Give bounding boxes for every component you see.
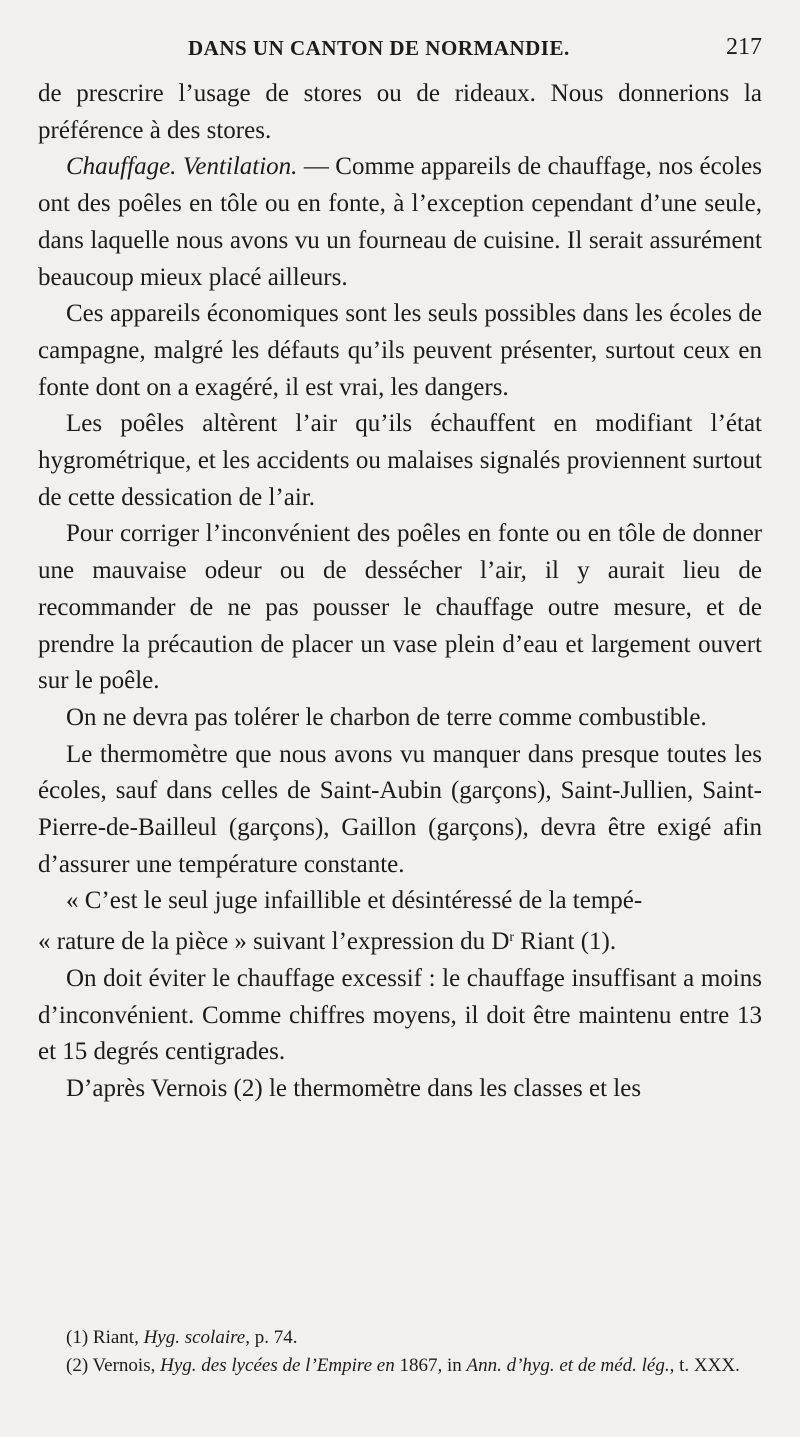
paragraph-chauffage — [38, 149, 762, 296]
footnote-text: (1) Riant, — [66, 1327, 144, 1348]
footnote-title: Ann. d’hyg. et de méd. lég. — [466, 1355, 670, 1376]
running-title: DANS UN CANTON DE NORMANDIE. — [188, 36, 570, 60]
paragraph-text: — Comme appareils de chauffage, nos écoles ont des poêles en tôle ou en fonte, à l’exception cependant d’une seule, dans laquelle nous avons vu un fourneau de cuisine. Il serait assurément beaucoup mieux placé ailleurs. — [38, 153, 762, 291]
paragraph-continuation: de prescrire l’usage de stores ou de rideaux. Nous donnerions la préférence à des stores. — [38, 80, 762, 144]
superscript: r — [509, 930, 515, 946]
page-number: 217 — [726, 34, 762, 60]
quotation-text: Riant (1). — [514, 928, 617, 956]
footnote-text: (2) Vernois, — [66, 1355, 161, 1376]
paragraph: Le thermomètre que nous avons vu manquer dans presque toutes les écoles, sauf dans celles de Saint-Aubin (garçons), Saint-Jullien, Saint-Pierre-de-Bailleul (garçons), Gaillon (garçons), devra être exigé afin d’assurer une température constante. — [38, 740, 762, 878]
body-text — [38, 76, 762, 1108]
paragraph: Les poêles altèrent l’air qu’ils échauffent en modifiant l’état hygrométrique, et les accidents ou malaises signalés proviennent surtout de cette dessication de l’air. — [38, 410, 762, 511]
footnote-1 — [38, 1324, 762, 1352]
paragraph: Ces appareils économiques sont les seuls possibles dans les écoles de campagne, malgré les défauts qu’ils peuvent présenter, surtout ceux en fonte dont on a exagéré, il est vrai, les dangers. — [38, 300, 762, 401]
footnote-title: Hyg. des lycées de l’Empire en — [160, 1355, 395, 1376]
paragraph: On ne devra pas tolérer le charbon de terre comme combustible. — [66, 703, 707, 731]
quotation-line: « C’est le seul juge infaillible et désintéressé de la tempé- — [66, 887, 643, 915]
footnote-2 — [38, 1352, 762, 1380]
footnote-text: , p. 74. — [245, 1327, 298, 1348]
footnote-title: Hyg. scolaire — [143, 1327, 246, 1348]
footnote-text: , t. XXX. — [669, 1355, 740, 1376]
page-header — [38, 34, 762, 64]
paragraph: On doit éviter le chauffage excessif : le chauffage insuffisant a moins d’inconvénient. Comme chiffres moyens, il doit être maintenu entre 13 et 15 degrés centigrades. — [38, 964, 762, 1066]
quotation-text: « rature de la pièce » suivant l’expression du D — [38, 928, 510, 956]
footnotes — [38, 1324, 762, 1380]
quotation-line — [38, 920, 762, 961]
paragraph: Pour corriger l’inconvénient des poêles en fonte ou en tôle de donner une mauvaise odeur ou de dessécher l’air, il y aurait lieu de recommander de ne pas pousser le chauffage outre mesure, et de prendre la précaution de placer un vase plein d’eau et largement ouvert sur le poêle. — [38, 520, 762, 695]
footnote-text: 1867, in — [394, 1355, 467, 1376]
section-heading: Chauffage. Ventilation. — [66, 153, 298, 181]
paragraph: D’après Vernois (2) le thermomètre dans les classes et les — [66, 1074, 642, 1102]
